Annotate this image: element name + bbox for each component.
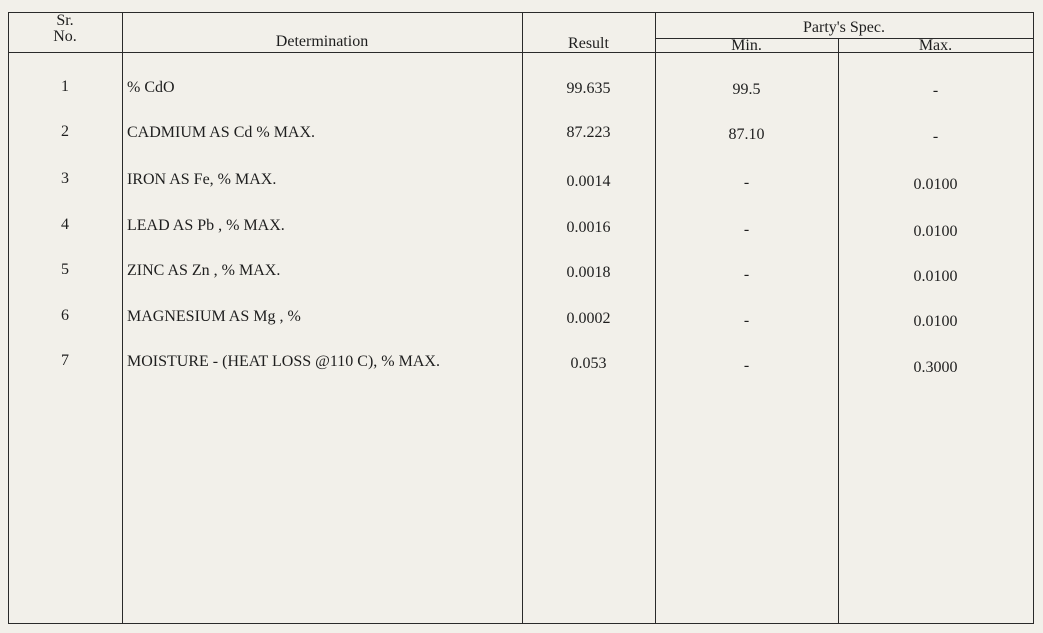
max-cell: 0.0100 xyxy=(913,268,958,285)
header-determination: Determination xyxy=(275,33,369,50)
header-sr-line2: No. xyxy=(53,28,77,45)
column-divider xyxy=(838,38,839,624)
min-cell: - xyxy=(743,174,750,191)
sr-number: 1 xyxy=(61,78,69,95)
min-cell: - xyxy=(743,221,750,238)
min-cell: - xyxy=(743,312,750,329)
min-cell: 87.10 xyxy=(728,126,765,143)
column-divider xyxy=(122,12,123,624)
max-cell: 0.0100 xyxy=(913,176,958,193)
result-cell: 0.0016 xyxy=(566,219,611,236)
determination-cell: ZINC AS Zn , % MAX. xyxy=(127,262,281,279)
table-border-right xyxy=(1033,12,1034,624)
result-cell: 0.053 xyxy=(570,355,607,372)
min-cell: 99.5 xyxy=(732,81,761,98)
header-sr-line1: Sr. xyxy=(56,12,74,29)
result-cell: 99.635 xyxy=(566,80,611,97)
determination-cell: % CdO xyxy=(127,79,175,96)
header-party-spec: Party's Spec. xyxy=(803,19,885,36)
sr-number: 6 xyxy=(61,307,69,324)
sr-number: 2 xyxy=(61,123,69,140)
max-cell: 0.0100 xyxy=(913,313,958,330)
max-cell: 0.0100 xyxy=(913,223,958,240)
table-border-bottom xyxy=(8,623,1034,624)
min-cell: - xyxy=(743,266,750,283)
sr-number: 5 xyxy=(61,261,69,278)
result-cell: 87.223 xyxy=(566,124,611,141)
header-min: Min. xyxy=(731,37,762,54)
determination-cell: CADMIUM AS Cd % MAX. xyxy=(127,124,316,141)
max-cell: - xyxy=(932,128,939,145)
determination-cell: LEAD AS Pb , % MAX. xyxy=(127,217,285,234)
max-cell: 0.3000 xyxy=(913,359,958,376)
sr-number: 4 xyxy=(61,216,69,233)
header-result: Result xyxy=(568,35,609,52)
result-cell: 0.0014 xyxy=(566,173,611,190)
max-cell: - xyxy=(932,82,939,99)
sr-number: 7 xyxy=(61,352,69,369)
min-cell: - xyxy=(743,357,750,374)
result-cell: 0.0002 xyxy=(566,310,611,327)
determination-cell: IRON AS Fe, % MAX. xyxy=(127,171,277,188)
determination-cell: MOISTURE - (HEAT LOSS @110 C), % MAX. xyxy=(127,353,440,370)
determination-cell: MAGNESIUM AS Mg , % xyxy=(127,308,301,325)
header-max: Max. xyxy=(918,37,953,54)
sr-number: 3 xyxy=(61,170,69,187)
result-cell: 0.0018 xyxy=(566,264,611,281)
table-border-top xyxy=(8,12,1034,13)
